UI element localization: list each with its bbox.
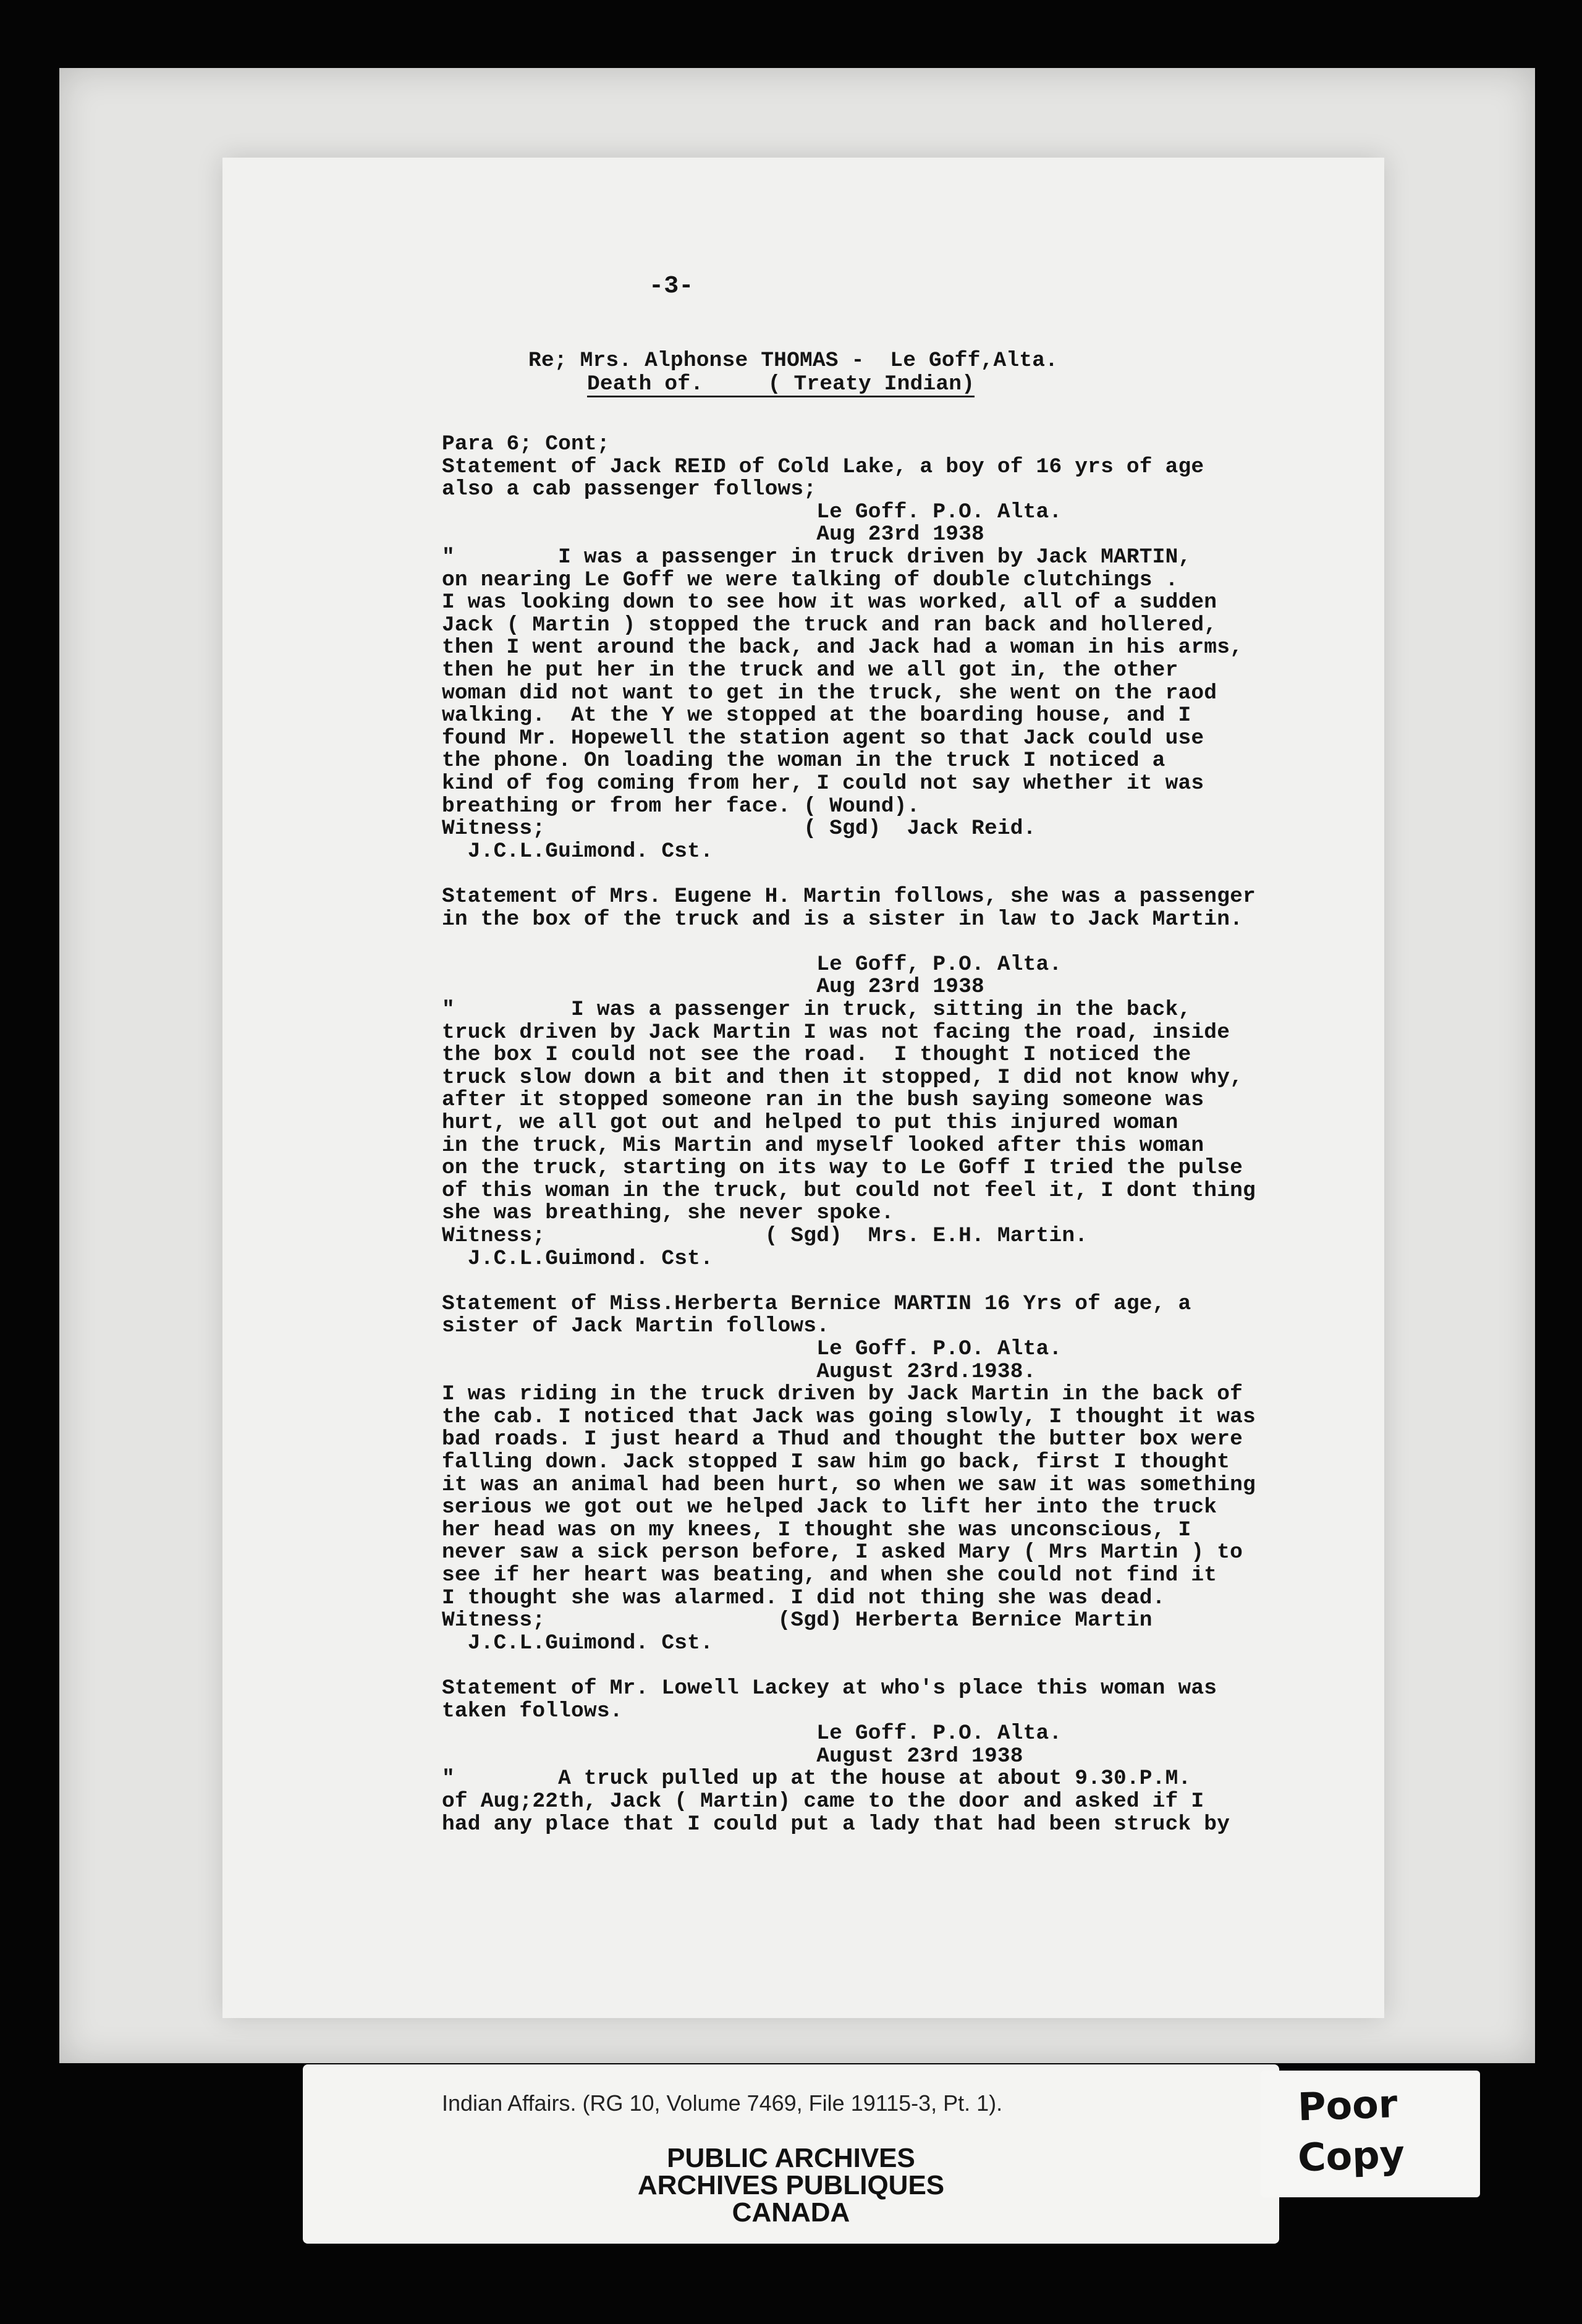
- text-line: I was looking down to see how it was worked, all of a sudden: [442, 590, 1217, 615]
- text-line: she was breathing, she never spoke.: [442, 1201, 894, 1226]
- text-line: the phone. On loading the woman in the truck I noticed a: [442, 749, 1165, 773]
- text-line: had any place that I could put a lady that had been struck by: [442, 1812, 1230, 1836]
- poor-copy-stamp: [1261, 2071, 1480, 2197]
- text-line: of Aug;22th, Jack ( Martin) came to the door and asked if I: [442, 1789, 1204, 1813]
- text-line: Statement of Mrs. Eugene H. Martin follows, she was a passenger: [442, 884, 1256, 909]
- text-line: in the truck, Mis Martin and myself looked after this woman: [442, 1133, 1204, 1158]
- text-line: the box I could not see the road. I thought I noticed the: [442, 1043, 1191, 1067]
- text-line: " A truck pulled up at the house at about 9.30.P.M.: [442, 1766, 1191, 1791]
- text-line: kind of fog coming from her, I could not say whether it was: [442, 771, 1204, 795]
- text-line: Aug 23rd 1938: [442, 522, 984, 547]
- text-line: the cab. I noticed that Jack was going slowly, I thought it was: [442, 1404, 1256, 1429]
- text-line: Aug 23rd 1938: [442, 975, 984, 999]
- archive-citation: Indian Affairs. (RG 10, Volume 7469, File 19115-3, Pt. 1).: [442, 2090, 1003, 2116]
- text-line: truck slow down a bit and then it stopped, I did not know why,: [442, 1065, 1243, 1090]
- text-line: also a cab passenger follows;: [442, 477, 817, 502]
- text-line: bad roads. I just heard a Thud and thought the butter box were: [442, 1427, 1243, 1452]
- text-line: Le Goff. P.O. Alta.: [442, 1721, 1062, 1746]
- text-line: J.C.L.Guimond. Cst.: [442, 839, 713, 863]
- header-subject-line: Death of. ( Treaty Indian): [587, 372, 975, 396]
- header-re-line: Re; Mrs. Alphonse THOMAS - Le Goff,Alta.: [528, 349, 1059, 373]
- text-line: serious we got out we helped Jack to lift her into the truck: [442, 1495, 1217, 1520]
- text-line: after it stopped someone ran in the bush saying someone was: [442, 1088, 1204, 1113]
- archive-name-french: ARCHIVES PUBLIQUES: [637, 2170, 945, 2200]
- text-line: on nearing Le Goff we were talking of double clutchings .: [442, 567, 1178, 592]
- document-page: [222, 158, 1384, 2018]
- text-line: Witness; (Sgd) Herberta Bernice Martin: [442, 1608, 1153, 1633]
- archive-name-country: CANADA: [732, 2197, 850, 2228]
- text-line: then he put her in the truck and we all got in, the other: [442, 658, 1178, 682]
- text-line: Statement of Jack REID of Cold Lake, a boy of 16 yrs of age: [442, 454, 1204, 479]
- stamp-word-copy: Copy: [1296, 2131, 1406, 2181]
- text-line: Le Goff. P.O. Alta.: [442, 499, 1062, 524]
- text-line: sister of Jack Martin follows.: [442, 1314, 830, 1339]
- text-line: " I was a passenger in truck, sitting in the back,: [442, 998, 1191, 1022]
- text-line: J.C.L.Guimond. Cst.: [442, 1631, 713, 1655]
- text-line: I thought she was alarmed. I did not thing she was dead.: [442, 1585, 1165, 1610]
- text-line: then I went around the back, and Jack had a woman in his arms,: [442, 635, 1243, 660]
- text-line: walking. At the Y we stopped at the boarding house, and I: [442, 703, 1191, 728]
- text-line: Witness; ( Sgd) Mrs. E.H. Martin.: [442, 1224, 1088, 1248]
- text-line: taken follows.: [442, 1698, 623, 1723]
- archive-name: [303, 2145, 1279, 2226]
- text-line: her head was on my knees, I thought she was unconscious, I: [442, 1517, 1191, 1542]
- stamp-word-poor: Poor: [1296, 2080, 1398, 2130]
- text-line: in the box of the truck and is a sister in law to Jack Martin.: [442, 907, 1243, 931]
- text-line: Statement of Mr. Lowell Lackey at who's place this woman was: [442, 1676, 1217, 1700]
- text-line: August 23rd 1938: [442, 1744, 1023, 1768]
- text-line: J.C.L.Guimond. Cst.: [442, 1246, 713, 1271]
- text-line: see if her heart was beating, and when she could not find it: [442, 1563, 1217, 1587]
- text-line: Statement of Miss.Herberta Bernice MARTIN 16 Yrs of age, a: [442, 1291, 1191, 1316]
- archive-label: [303, 2064, 1279, 2244]
- text-line: August 23rd.1938.: [442, 1359, 1036, 1384]
- text-line: woman did not want to get in the truck, she went on the raod: [442, 681, 1217, 705]
- text-line: breathing or from her face. ( Wound).: [442, 794, 920, 818]
- text-line: " I was a passenger in truck driven by Jack MARTIN,: [442, 545, 1191, 569]
- text-line: hurt, we all got out and helped to put this injured woman: [442, 1111, 1178, 1135]
- text-line: it was an animal had been hurt, so when we saw it was something: [442, 1472, 1256, 1497]
- page-number: -3-: [649, 273, 694, 300]
- text-line: found Mr. Hopewell the station agent so that Jack could use: [442, 726, 1204, 750]
- text-line: on the truck, starting on its way to Le Goff I tried the pulse: [442, 1156, 1243, 1181]
- text-line: of this woman in the truck, but could not feel it, I dont thing: [442, 1178, 1256, 1203]
- text-line: falling down. Jack stopped I saw him go back, first I thought: [442, 1450, 1230, 1474]
- text-line: never saw a sick person before, I asked Mary ( Mrs Martin ) to: [442, 1540, 1243, 1565]
- text-line: Le Goff. P.O. Alta.: [442, 1337, 1062, 1361]
- text-line: Le Goff, P.O. Alta.: [442, 952, 1062, 977]
- text-line: Witness; ( Sgd) Jack Reid.: [442, 816, 1036, 841]
- text-line: Para 6; Cont;: [442, 432, 610, 456]
- text-line: truck driven by Jack Martin I was not facing the road, inside: [442, 1020, 1230, 1045]
- text-line: I was riding in the truck driven by Jack Martin in the back of: [442, 1382, 1243, 1407]
- text-line: Jack ( Martin ) stopped the truck and ran back and hollered,: [442, 613, 1217, 637]
- archive-name-english: PUBLIC ARCHIVES: [667, 2143, 915, 2173]
